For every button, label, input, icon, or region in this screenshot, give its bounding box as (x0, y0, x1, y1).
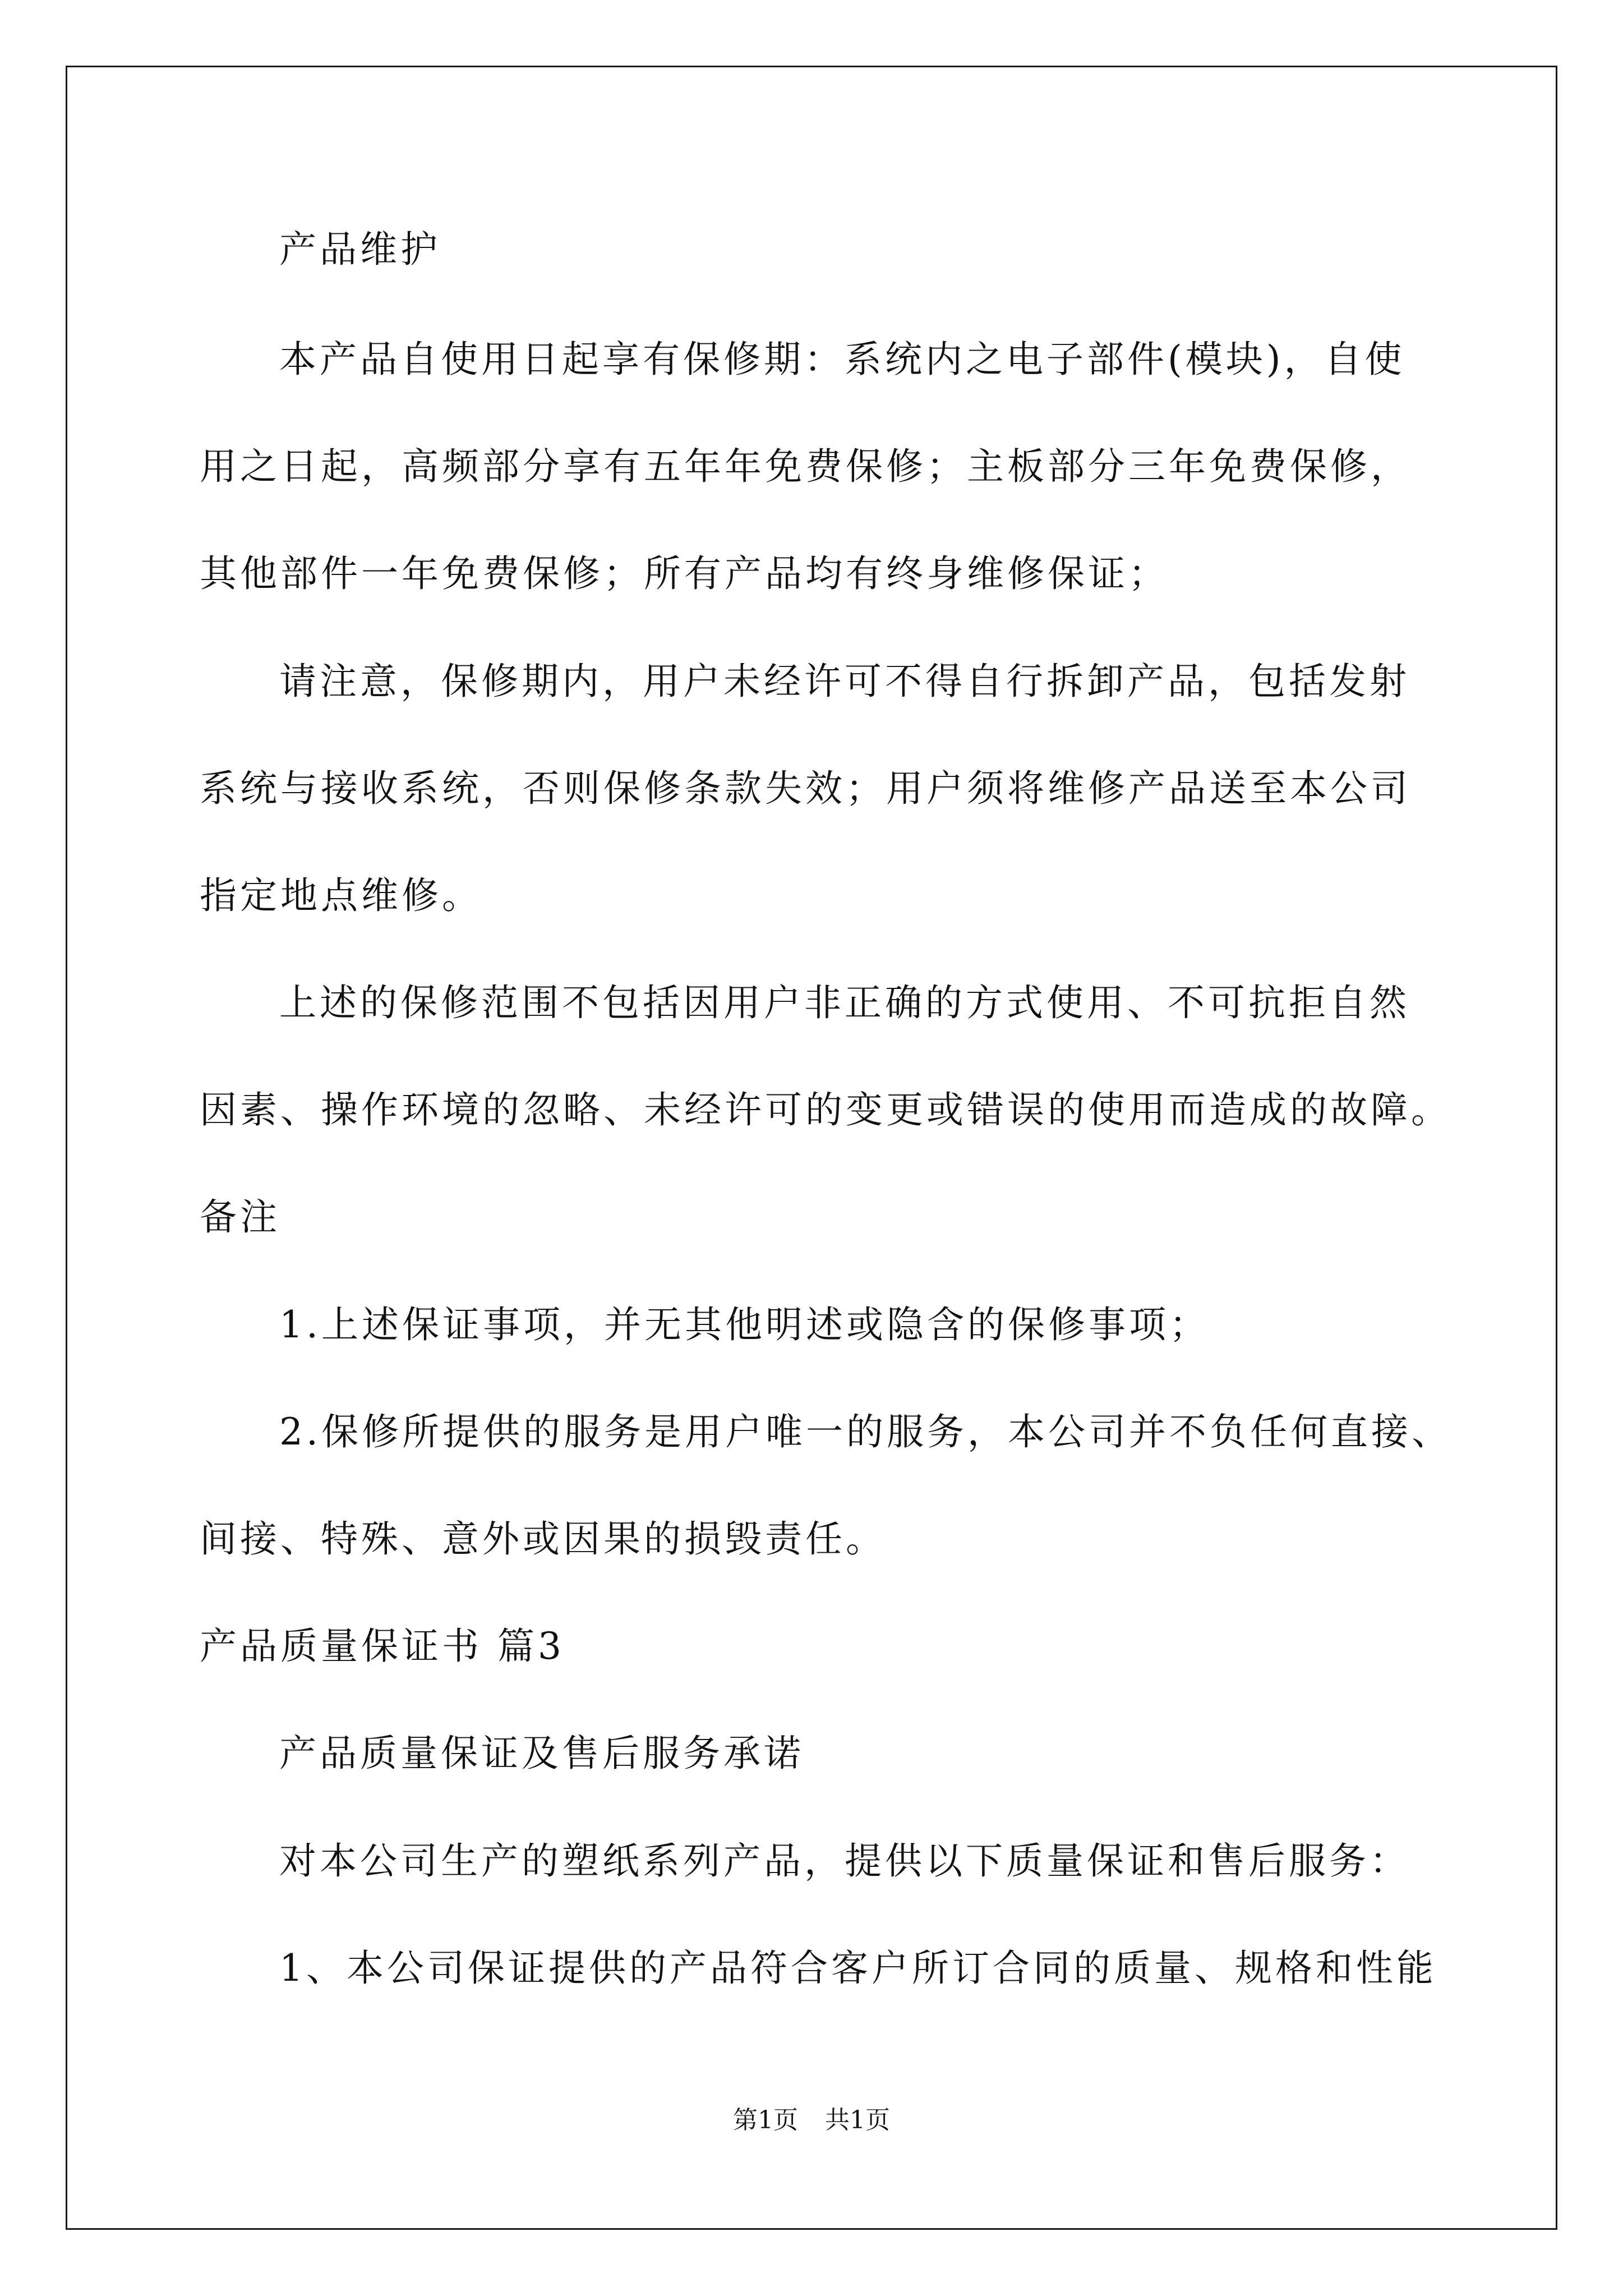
subsection-title: 产品质量保证及售后服务承诺 (279, 1732, 804, 1775)
heading-notes: 备注 (200, 1195, 280, 1239)
paragraph-line: 用之日起，高频部分享有五年年免费保修；主板部分三年免费保修， (200, 445, 1411, 488)
list-item: 2.保修所提供的服务是用户唯一的服务，本公司并不负任何直接、 (279, 1410, 1452, 1453)
paragraph-line: 因素、操作环境的忽略、未经许可的变更或错误的使用而造成的故障。 (200, 1088, 1451, 1131)
paragraph-line: 其他部件一年免费保修；所有产品均有终身维修保证； (200, 552, 1169, 595)
page-border (66, 66, 1557, 2230)
page-number: 第1页 (733, 2106, 798, 2134)
section-title: 产品质量保证书 篇3 (200, 1625, 565, 1668)
paragraph-line: 系统与接收系统，否则保修条款失效；用户须将维修产品送至本公司 (200, 767, 1411, 810)
list-item: 1.上述保证事项，并无其他明述或隐含的保修事项； (279, 1303, 1210, 1346)
heading-product-maintenance: 产品维护 (279, 228, 441, 271)
paragraph-line: 对本公司生产的塑纸系列产品，提供以下质量保证和售后服务： (279, 1839, 1410, 1883)
page-footer (0, 2108, 1623, 2133)
paragraph-line: 指定地点维修。 (200, 874, 482, 917)
paragraph-line: 请注意，保修期内，用户未经许可不得自行拆卸产品，包括发射 (279, 660, 1410, 703)
paragraph-line: 本产品自使用日起享有保修期：系统内之电子部件(模块)，自使 (279, 338, 1405, 381)
paragraph-line: 间接、特殊、意外或因果的损毁责任。 (200, 1517, 886, 1561)
page-total: 共1页 (825, 2106, 890, 2134)
list-item: 1、本公司保证提供的产品符合客户所订合同的质量、规格和性能 (279, 1947, 1437, 1990)
paragraph-line: 上述的保修范围不包括因用户非正确的方式使用、不可抗拒自然 (279, 981, 1410, 1024)
